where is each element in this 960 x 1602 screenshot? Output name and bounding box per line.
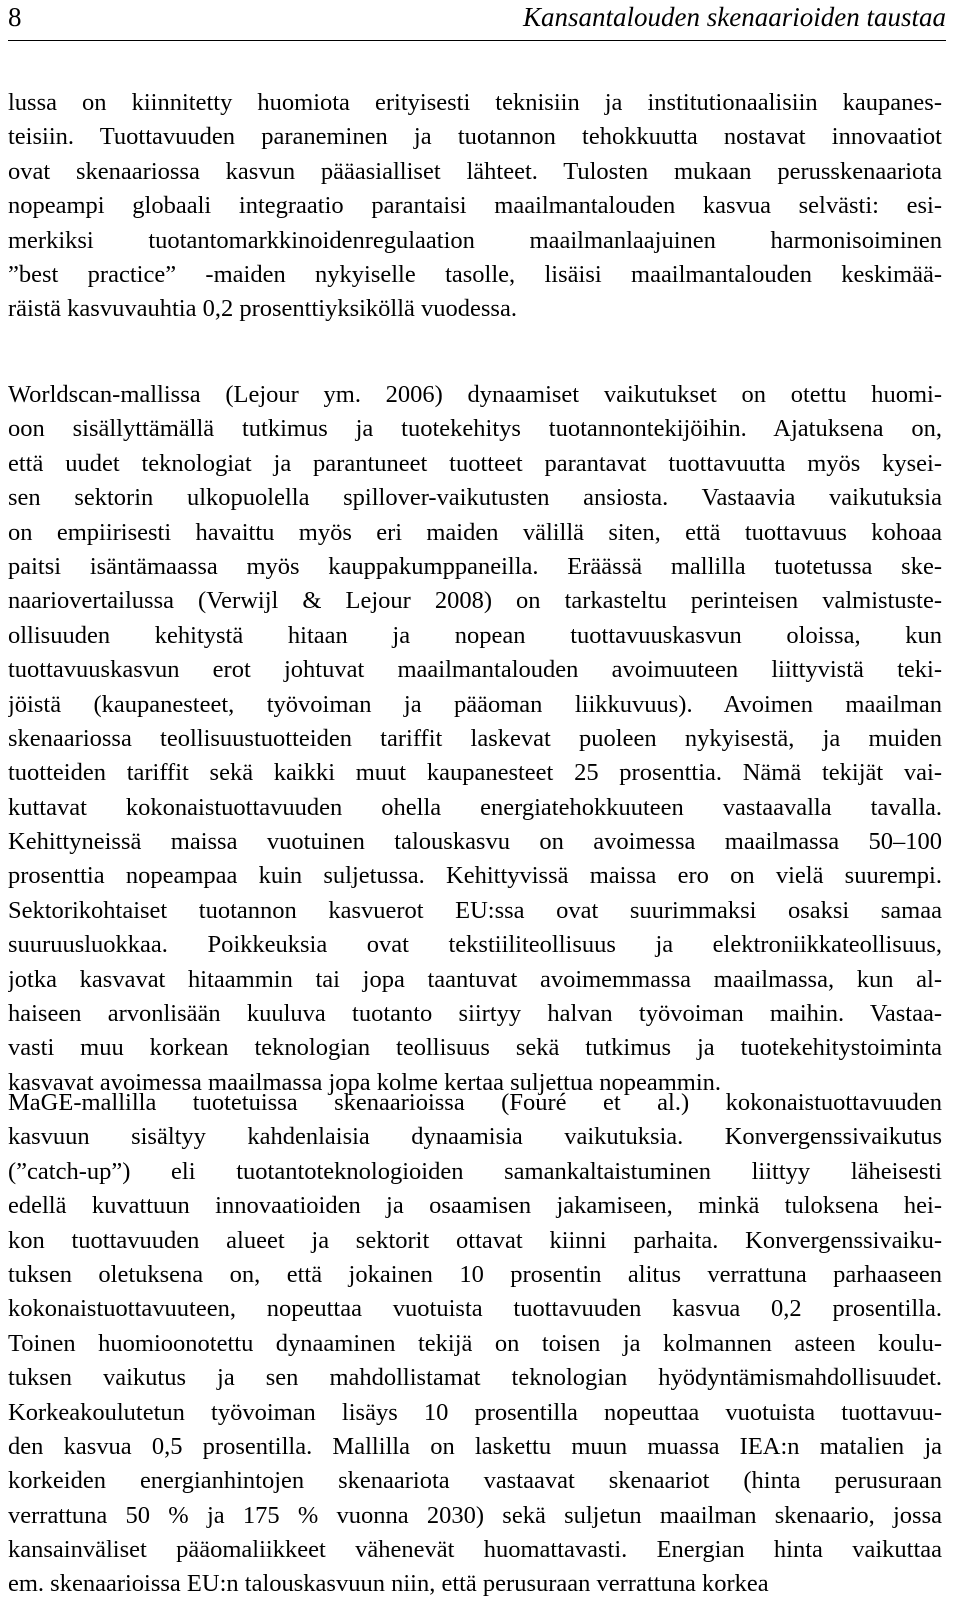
text-line: Worldscan-mallissa (Lejour ym. 2006) dynaamiset vaikutukset on otettu huomi- [8, 381, 942, 408]
page-header [8, 0, 946, 41]
text-line: prosenttia nopeampaa kuin suljetussa. Kehittyvissä maissa ero on vielä suurempi. [8, 862, 942, 890]
paragraph-1 [8, 86, 942, 327]
running-title: Kansantalouden skenaarioiden taustaa [523, 2, 946, 32]
text-line: em. skenaarioissa EU:n talouskasvuun niin, että perusuraan verrattuna korkea [8, 1570, 769, 1598]
text-line: Toinen huomioonotettu dynaaminen tekijä on toisen ja kolmannen asteen koulu- [8, 1329, 942, 1357]
text-line: naariovertailussa (Verwijl & Lejour 2008) on tarkasteltu perinteisen valmistuste- [8, 587, 942, 615]
text-line: on empiirisesti havaittu myös eri maiden välillä siten, että tuottavuus kohoaa [8, 518, 942, 546]
text-line: kokonaistuottavuuteen, nopeuttaa vuotuista tuottavuuden kasvua 0,2 prosentilla. [8, 1295, 942, 1323]
paragraph-3 [8, 1086, 942, 1602]
text-line: merkiksi tuotantomarkkinoidenregulaation maailmanlaajuinen harmonisoiminen [8, 226, 942, 254]
text-line: nopeampi globaali integraatio parantaisi maailmantalouden kasvua selvästi: esi- [8, 192, 942, 220]
text-line: korkeiden energianhintojen skenaariota vastaavat skenaariot (hinta perusuraan [8, 1467, 942, 1495]
text-line: Korkeakoulutetun työvoiman lisäys 10 prosentilla nopeuttaa vuotuista tuottavuu- [8, 1398, 942, 1426]
text-line: ovat skenaariossa kasvun pääasialliset lähteet. Tulosten mukaan perusskenaariota [8, 157, 942, 185]
text-line: kasvavat avoimessa maailmassa jopa kolme kertaa suljettua nopeammin. [8, 1068, 722, 1096]
text-line: skenaariossa teollisuustuotteiden tariffit laskevat puoleen nykyisestä, ja muiden [8, 724, 942, 752]
text-line: räistä kasvuvauhtia 0,2 prosenttiyksiköllä vuodessa. [8, 295, 517, 323]
text-line: haiseen arvonlisään kuuluva tuotanto siirtyy halvan työvoiman maihin. Vastaa- [8, 1000, 942, 1028]
text-line: jöistä (kaupanesteet, työvoiman ja pääoman liikkuvuus). Avoimen maailman [8, 690, 942, 718]
text-line: MaGE-mallilla tuotetuissa skenaarioissa (Fouré et al.) kokonaistuottavuuden [8, 1089, 942, 1116]
text-line: vasti muu korkean teknologian teollisuus sekä tutkimus ja tuotekehitystoiminta [8, 1034, 942, 1062]
text-line: ”best practice” -maiden nykyiselle tasolle, lisäisi maailmantalouden keskimää- [8, 260, 942, 288]
text-line: teisiin. Tuottavuuden paraneminen ja tuotannon tehokkuutta nostavat innovaatiot [8, 123, 942, 151]
text-line: lussa on kiinnitetty huomiota erityisesti teknisiin ja institutionaalisiin kaupanes- [8, 89, 942, 116]
text-line: edellä kuvattuun innovaatioiden ja osaamisen jakamiseen, minkä tuloksena hei- [8, 1192, 942, 1220]
page-number: 8 [8, 2, 22, 32]
text-line: tuotteiden tariffit sekä kaikki muut kaupanesteet 25 prosenttia. Nämä tekijät vai- [8, 759, 942, 787]
text-line: Sektorikohtaiset tuotannon kasvuerot EU:ssa ovat suurimmaksi osaksi samaa [8, 896, 942, 924]
text-line: (”catch-up”) eli tuotantoteknologioiden samankaltaistuminen liittyy läheisesti [8, 1157, 942, 1185]
text-line: oon sisällyttämällä tutkimus ja tuotekehitys tuotannontekijöihin. Ajatuksena on, [8, 415, 942, 443]
text-line: kansainväliset pääomaliikkeet vähenevät huomattavasti. Energian hinta vaikuttaa [8, 1536, 942, 1564]
text-line: sen sektorin ulkopuolella spillover-vaikutusten ansiosta. Vastaavia vaikutuksia [8, 484, 942, 512]
text-line: Kehittyneissä maissa vuotuinen talouskasvu on avoimessa maailmassa 50–100 [8, 828, 942, 856]
text-line: ollisuuden kehitystä hitaan ja nopean tuottavuuskasvun oloissa, kun [8, 621, 942, 649]
text-line: jotka kasvavat hitaammin tai jopa taantuvat avoimemmassa maailmassa, kun al- [8, 965, 942, 993]
text-line: kon tuottavuuden alueet ja sektorit ottavat kiinni parhaita. Konvergenssivaiku- [8, 1226, 942, 1254]
text-line: den kasvua 0,5 prosentilla. Mallilla on laskettu muun muassa IEA:n matalien ja [8, 1432, 942, 1460]
text-line: paitsi isäntämaassa myös kauppakumppaneilla. Eräässä mallilla tuotetussa ske- [8, 552, 942, 580]
text-line: tuksen oletuksena on, että jokainen 10 prosentin alitus verrattuna parhaaseen [8, 1260, 942, 1288]
text-line: että uudet teknologiat ja parantuneet tuotteet parantavat tuottavuutta myös kysei- [8, 449, 942, 477]
text-line: suuruusluokkaa. Poikkeuksia ovat tekstiiliteollisuus ja elektroniikkateollisuus, [8, 931, 942, 959]
text-line: tuottavuuskasvun erot johtuvat maailmantalouden avoimuuteen liittyvistä teki- [8, 656, 942, 684]
text-line: kuttavat kokonaistuottavuuden ohella energiatehokkuuteen vastaavalla tavalla. [8, 793, 942, 821]
text-line: kasvuun sisältyy kahdenlaisia dynaamisia vaikutuksia. Konvergenssivaikutus [8, 1123, 942, 1151]
paragraph-2 [8, 378, 942, 1100]
text-line: tuksen vaikutus ja sen mahdollistamat teknologian hyödyntämismahdollisuudet. [8, 1364, 942, 1392]
text-line: verrattuna 50 % ja 175 % vuonna 2030) sekä suljetun maailman skenaario, jossa [8, 1501, 942, 1529]
